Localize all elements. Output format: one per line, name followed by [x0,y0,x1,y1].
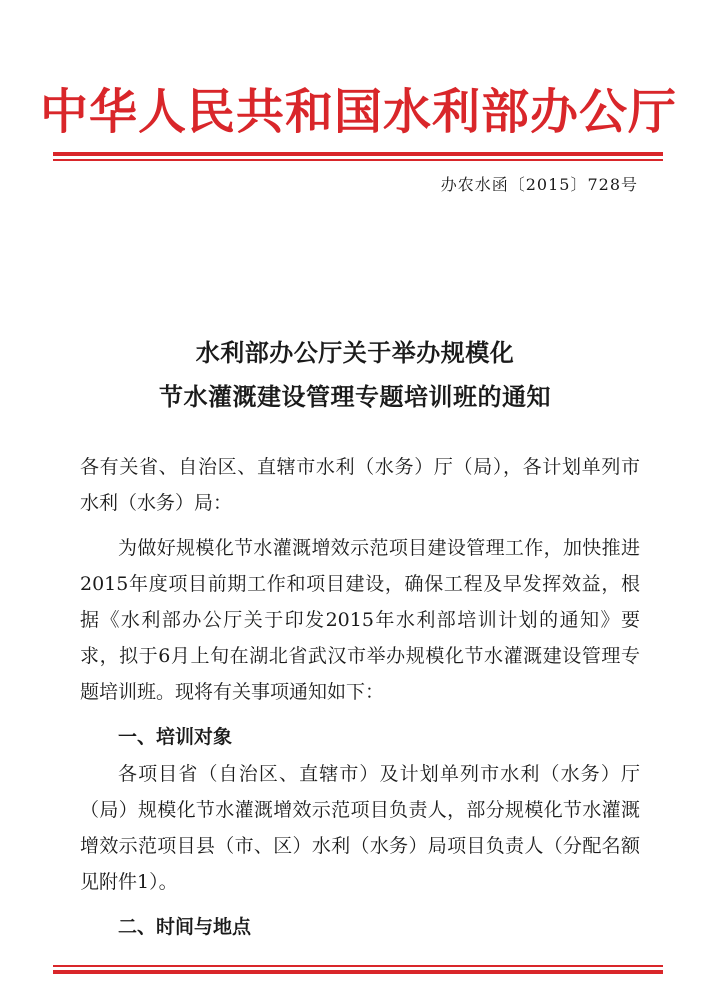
notice-title-line-1: 水利部办公厅关于举办规模化 [195,338,515,367]
issuing-office-header: 中华人民共和国水利部办公厅 [40,84,678,140]
notice-title-line-2: 节水灌溉建设管理专题培训班的通知 [159,382,551,411]
addressee-block [80,449,640,521]
intro-paragraph-block [80,530,640,710]
section-1-heading: 一、培训对象 [118,726,233,748]
addressee-line: 各有关省、自治区、直辖市水利（水务）厅（局），各计划单列市水利（水务）局： [80,456,640,514]
document-number: 办农水函〔2015〕728号 [440,175,638,194]
intro-paragraph: 为做好规模化节水灌溉增效示范项目建设管理工作，加快推进2015年度项目前期工作和项目建设，确保工程及早发挥效益，根据《水利部办公厅关于印发2015年水利部培训计划的通知》要求，拟于6月上旬在湖北省武汉市举办规模化节水灌溉建设管理专题培训班。现将有关事项通知如下： [80,537,640,703]
footer-red-rule-thin [53,965,663,967]
header-red-rule-thin [53,159,663,161]
section-1-text-block [80,756,640,900]
header-red-rule-thick [53,152,663,156]
section-1-heading-block [80,719,640,755]
footer-red-rule-thick [53,970,663,974]
section-2-heading-block [80,909,640,945]
section-2-heading: 二、时间与地点 [118,916,252,938]
section-1-text: 各项目省（自治区、直辖市）及计划单列市水利（水务）厅（局）规模化节水灌溉增效示范项目负责人，部分规模化节水灌溉增效示范项目县（市、区）水利（水务）局项目负责人（分配名额见附件1）。 [80,763,640,893]
